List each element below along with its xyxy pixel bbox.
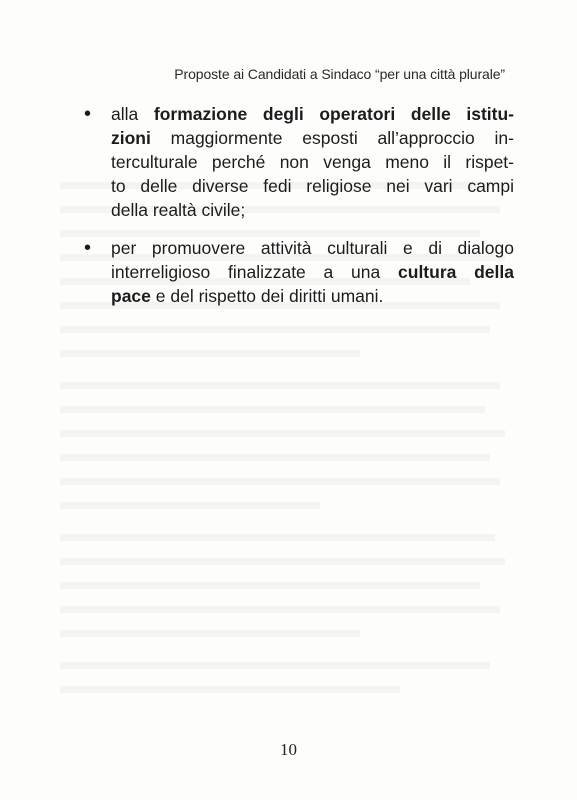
bullet-list <box>84 102 514 322</box>
text-line <box>111 150 514 174</box>
bullet-item <box>84 102 514 222</box>
text-run: alla <box>111 104 154 124</box>
text-line <box>111 126 514 150</box>
text-line <box>111 260 514 284</box>
bullet-item <box>84 236 514 308</box>
text-run: per promuovere attività culturali e di dialogo <box>111 238 514 258</box>
text-run: terculturale perché non venga meno il rispet- <box>111 152 514 172</box>
page-number: 10 <box>280 740 297 759</box>
bold-text: cultura della <box>398 262 514 282</box>
bold-text: pace <box>111 286 151 306</box>
bullet-icon: • <box>84 103 92 125</box>
text-run: della realtà civile; <box>111 200 246 220</box>
text-line <box>111 284 514 308</box>
text-run: e del rispetto dei diritti umani. <box>150 286 384 306</box>
text-line <box>111 198 514 222</box>
text-run: to delle diverse fedi religiose nei vari campi <box>111 176 514 196</box>
text-line <box>111 102 514 126</box>
text-line <box>111 236 514 260</box>
text-run: interreligioso finalizzate a una <box>111 262 399 282</box>
text-run: maggiormente esposti all’approccio in- <box>150 128 514 148</box>
bold-text: formazione degli operatori delle istitu- <box>153 104 514 124</box>
bold-text: zioni <box>111 128 151 148</box>
bullet-icon: • <box>84 237 92 259</box>
running-header: Proposte ai Candidati a Sindaco “per una città plurale” <box>174 66 505 82</box>
text-line <box>111 174 514 198</box>
